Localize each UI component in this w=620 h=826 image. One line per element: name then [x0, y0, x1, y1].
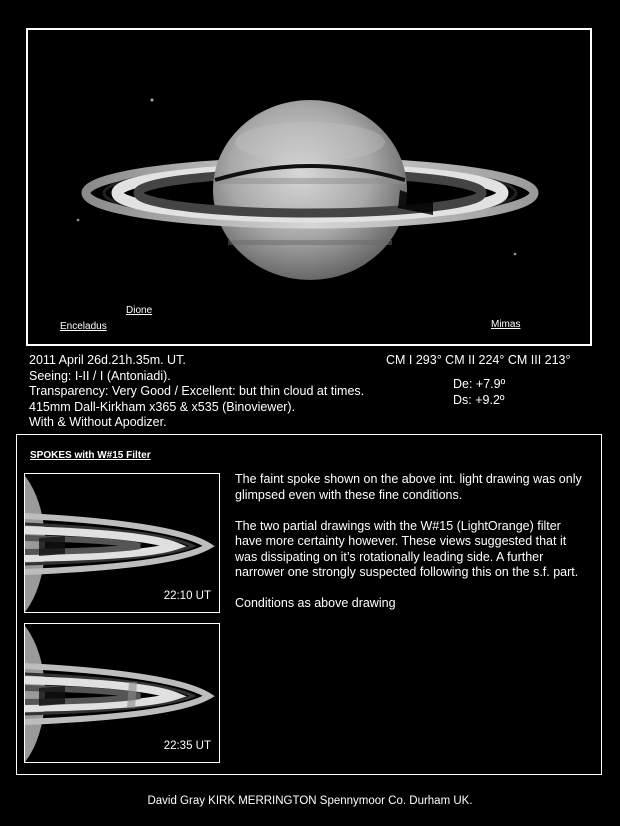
observation-details	[29, 353, 364, 431]
observation-date: 2011 April 26d.21h.35m. UT.	[29, 353, 186, 367]
credit-line: David Gray KIRK MERRINGTON Spennymoor Co. Durham UK.	[147, 795, 473, 807]
declination-sun: Ds: +9.2º	[453, 393, 505, 407]
moon-label-mimas: Mimas	[491, 319, 521, 330]
spoke-drawing-1-time: 22:10 UT	[163, 590, 211, 602]
spokes-panel	[16, 434, 602, 775]
observation-transparency: Transparency: Very Good / Excellent: but thin cloud at times.	[29, 384, 365, 398]
spoke-drawing-1	[24, 473, 220, 613]
spoke-drawing-2	[24, 623, 220, 763]
moon-label-enceladus: Enceladus	[60, 321, 107, 332]
spokes-note-3: Conditions as above drawing	[235, 596, 396, 610]
moon-dot-mimas	[514, 253, 517, 256]
saturn-drawing-frame	[26, 28, 592, 346]
spoke-drawing-2-time: 22:35 UT	[163, 740, 211, 752]
declination-earth: De: +7.9º	[453, 377, 506, 391]
moon-dot-dione	[151, 99, 154, 102]
spokes-notes	[235, 472, 585, 627]
central-meridian: CM I 293° CM II 224° CM III 213°	[386, 353, 571, 367]
spokes-title: SPOKES with W#15 Filter	[30, 450, 151, 461]
observation-seeing: Seeing: I-II / I (Antoniadi).	[29, 368, 171, 383]
observation-apodizer: With & Without Apodizer.	[29, 415, 167, 429]
spokes-note-2: The two partial drawings with the W#15 (LightOrange) filter have more certainty however. These views suggested that it was dissipating on it’s rotationally leading side. A further narrower one strongly suspected following this on the s.f. part.	[235, 518, 579, 579]
observation-telescope: 415mm Dall-Kirkham x365 & x535 (Binoviewer).	[29, 399, 296, 414]
spokes-note-1: The faint spoke shown on the above int. light drawing was only glimpsed even with these fine conditions.	[235, 472, 582, 502]
moon-label-dione: Dione	[126, 305, 153, 316]
moon-dot-enceladus	[77, 219, 80, 222]
saturn-drawing	[28, 30, 590, 344]
